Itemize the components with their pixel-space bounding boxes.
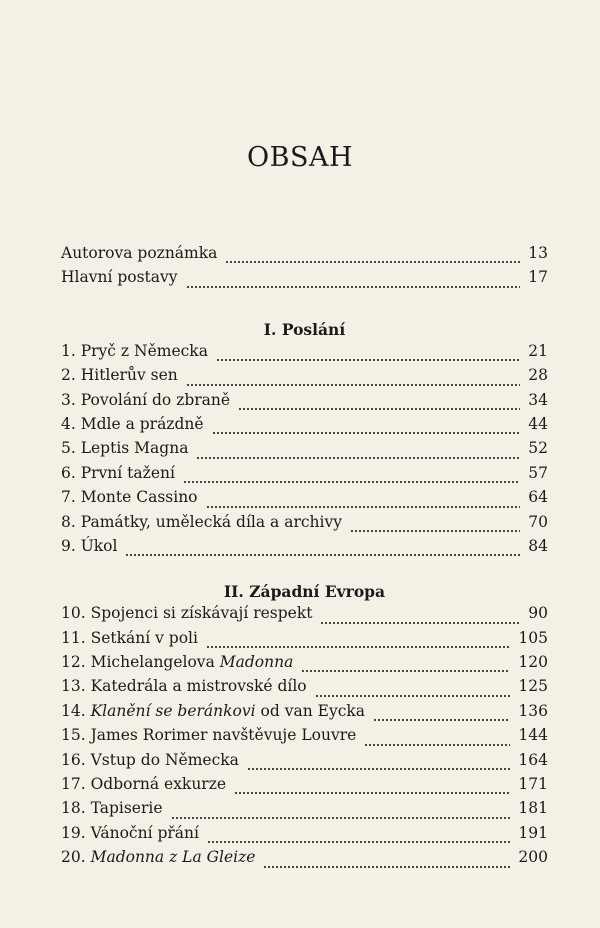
entry-page: 136	[518, 701, 548, 720]
page-title: OBSAH	[246, 142, 354, 173]
entry-label: 18. Tapiserie	[61, 799, 163, 818]
entry-page: 52	[528, 439, 548, 458]
entry-label: 7. Monte Cassino	[61, 488, 198, 507]
entry-label: 5. Leptis Magna	[61, 439, 189, 458]
entry-label: 15. James Rorimer navštěvuje Louvre	[61, 726, 357, 745]
entry-label: 4. Mdle a prázdně	[61, 414, 204, 433]
dot-leader	[238, 408, 520, 410]
entry-page: 171	[518, 775, 548, 794]
toc-entry	[61, 513, 548, 537]
entry-page: 17	[528, 268, 548, 287]
dot-leader	[125, 554, 520, 556]
dot-leader	[263, 866, 510, 868]
entry-label: 2. Hitlerův sen	[61, 366, 178, 385]
entry-label-italic: Klanění se beránkovi	[90, 701, 256, 720]
entry-page: 21	[528, 341, 548, 360]
dot-leader	[206, 506, 521, 508]
entry-label: 1. Pryč z Německa	[61, 341, 208, 360]
toc-entry	[61, 537, 548, 561]
toc-entry	[61, 726, 548, 750]
toc-entry	[61, 464, 548, 488]
toc-entry	[61, 268, 548, 292]
dot-leader	[186, 286, 521, 288]
entry-page: 57	[528, 463, 548, 482]
dot-leader	[206, 646, 510, 648]
dot-leader	[247, 768, 511, 770]
toc-entry	[61, 775, 548, 799]
dot-leader	[315, 695, 511, 697]
entry-label: Hlavní postavy	[61, 268, 178, 287]
entry-label: 3. Povolání do zbraně	[61, 390, 231, 409]
entry-page: 64	[528, 488, 548, 507]
entry-page: 191	[518, 823, 548, 842]
dot-leader	[225, 261, 520, 263]
entry-label: 19. Vánoční přání	[61, 823, 199, 842]
entry-page: 105	[518, 628, 548, 647]
entry-page: 120	[518, 653, 548, 672]
dot-leader	[320, 622, 520, 624]
entry-label: Autorova poznámka	[61, 244, 218, 262]
toc-entry	[61, 653, 548, 677]
toc-entry	[61, 824, 548, 848]
table-of-contents	[61, 244, 548, 873]
entry-label-italic: Madonna	[219, 653, 294, 672]
dot-leader	[183, 481, 520, 483]
entry-label-text: 12. Michelangelova	[61, 653, 220, 672]
entry-label-text: 20.	[61, 848, 91, 867]
toc-entry	[61, 848, 548, 872]
entry-page: 144	[518, 726, 548, 745]
toc-entry	[61, 415, 548, 439]
entry-page: 90	[528, 604, 548, 623]
toc-entry	[61, 799, 548, 823]
toc-entry	[61, 391, 548, 415]
toc-entry	[61, 342, 548, 366]
entry-label	[61, 848, 255, 866]
dot-leader	[196, 457, 520, 459]
entry-label: 17. Odborná exkurze	[61, 775, 227, 794]
dot-leader	[186, 384, 521, 386]
part-heading: I. Poslání	[263, 319, 346, 339]
entry-label	[61, 702, 365, 720]
dot-leader	[364, 744, 510, 746]
entry-page: 13	[528, 244, 548, 262]
dot-leader	[216, 359, 520, 361]
entry-label	[61, 653, 293, 671]
entry-page: 44	[528, 414, 548, 433]
dot-leader	[171, 817, 511, 819]
part-heading: II. Západní Evropa	[223, 582, 386, 602]
toc-entry	[61, 604, 548, 628]
entry-label: 16. Vstup do Německa	[61, 750, 239, 769]
entry-label: 11. Setkání v poli	[61, 628, 198, 647]
entry-label: 9. Úkol	[61, 536, 118, 555]
toc-entry	[61, 244, 548, 268]
toc-entry	[61, 439, 548, 463]
dot-leader	[373, 719, 510, 721]
entry-page: 125	[518, 677, 548, 696]
dot-leader	[350, 530, 520, 532]
dot-leader	[234, 792, 510, 794]
entry-label: 10. Spojenci si získávají respekt	[61, 604, 313, 623]
entry-page: 181	[518, 799, 548, 818]
toc-entry	[61, 751, 548, 775]
entry-label: 13. Katedrála a mistrovské dílo	[61, 677, 307, 696]
toc-entry	[61, 629, 548, 653]
toc-entry	[61, 488, 548, 512]
entry-page: 70	[528, 512, 548, 531]
entry-label-text: 14.	[61, 701, 91, 720]
entry-label-italic: Madonna z La Gleize	[90, 848, 256, 867]
entry-label: 6. První tažení	[61, 463, 175, 482]
entry-page: 164	[518, 750, 548, 769]
entry-page: 84	[528, 536, 548, 555]
toc-entry	[61, 677, 548, 701]
entry-page: 200	[518, 848, 548, 867]
toc-entry	[61, 702, 548, 726]
entry-page: 34	[528, 390, 548, 409]
dot-leader	[207, 841, 510, 843]
dot-leader	[301, 670, 510, 672]
entry-page: 28	[528, 366, 548, 385]
toc-entry	[61, 366, 548, 390]
dot-leader	[212, 432, 521, 434]
entry-label-text: od van Eycka	[255, 701, 366, 720]
entry-label: 8. Památky, umělecká díla a archivy	[61, 512, 342, 531]
